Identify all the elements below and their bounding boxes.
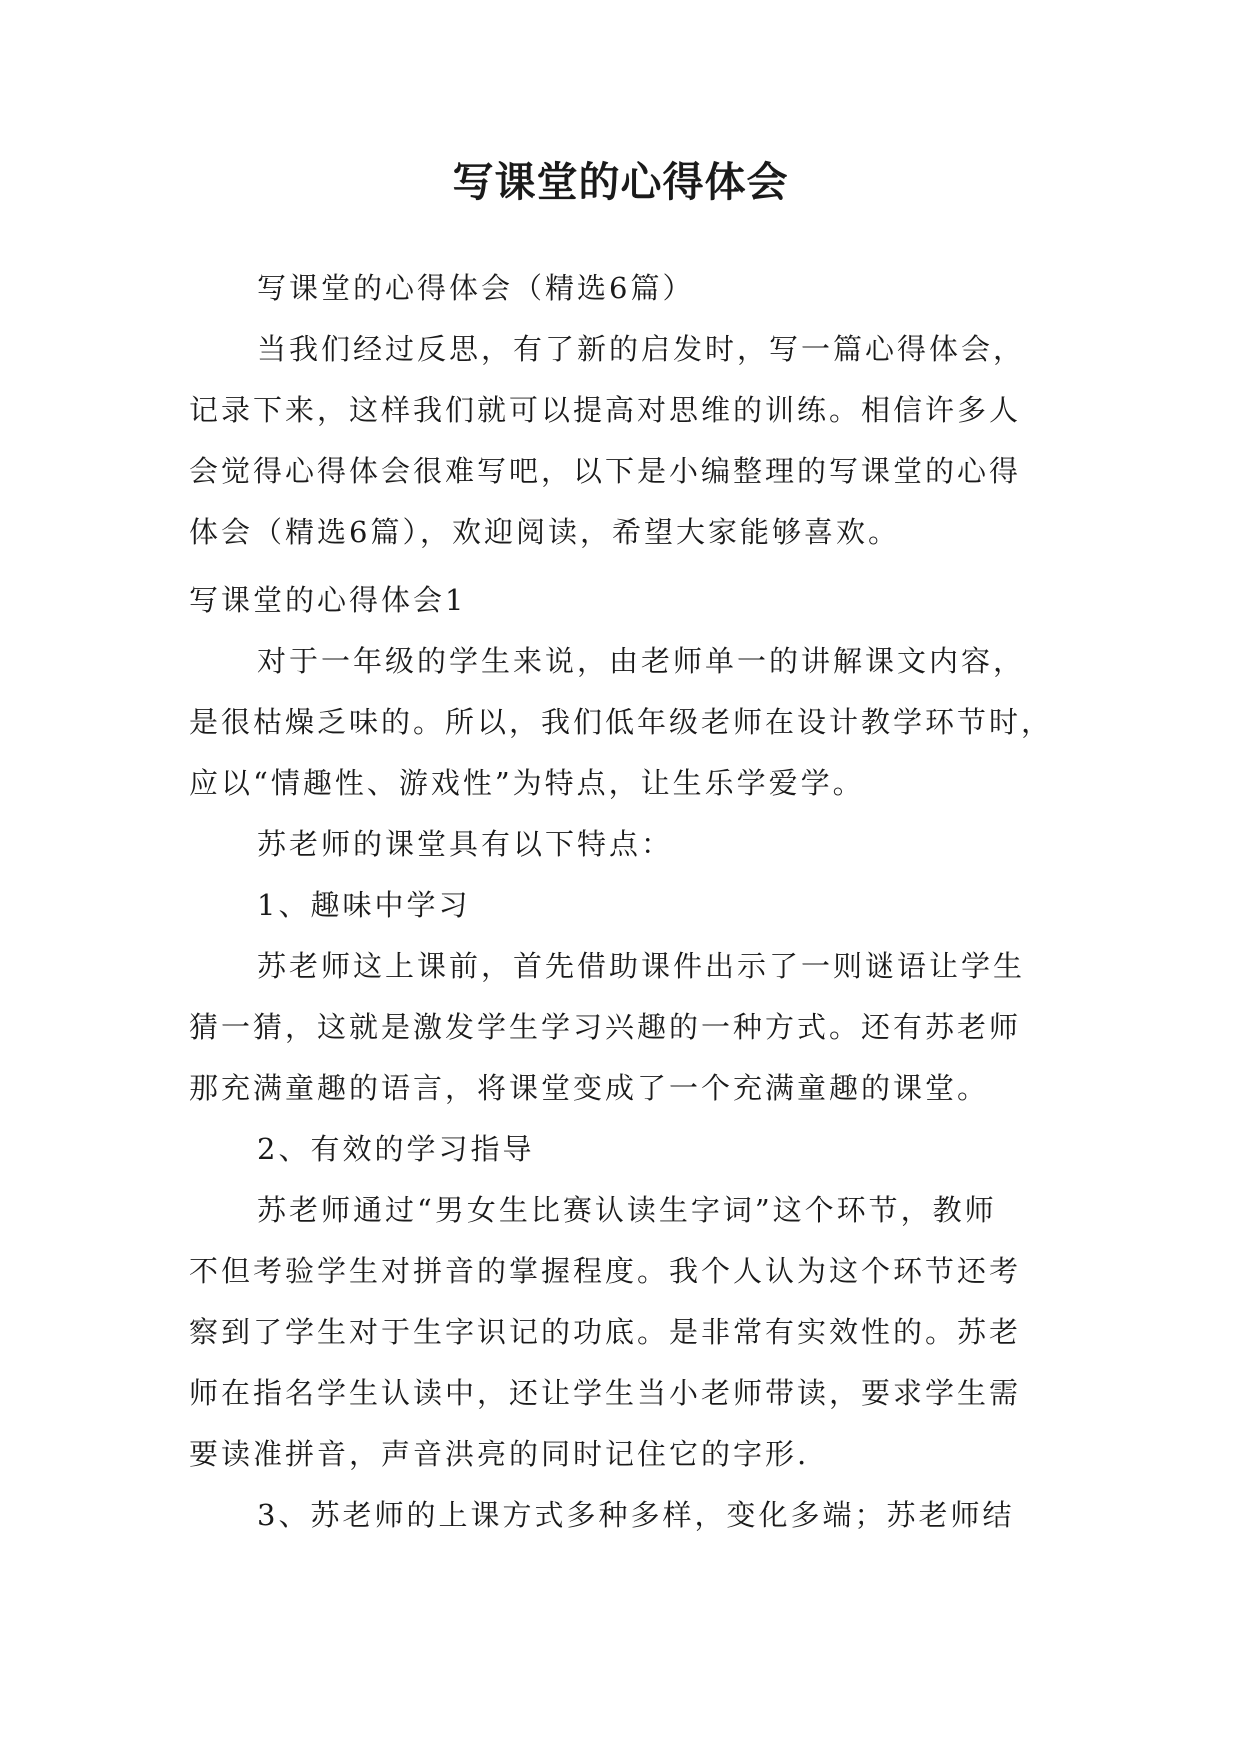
intro-paragraph: 当我们经过反思，有了新的启发时，写一篇心得体会， 记录下来，这样我们就可以提高对思维的训练。相信许多人 会觉得心得体会很难写吧，以下是小编整理的写课堂的心得 体会（精选6篇），欢迎阅读，希望大家能够喜欢。 xyxy=(189,332,1026,549)
intro-subtitle: 写课堂的心得体会（精选6篇） xyxy=(257,271,695,305)
section-paragraph: 苏老师的课堂具有以下特点： xyxy=(257,827,674,861)
document-title: 写课堂的心得体会 xyxy=(452,158,789,206)
section-paragraph: 苏老师通过“男女生比赛认读生字词”这个环节，教师 不但考验学生对拼音的掌握程度。我个人认为这个环节还考 察到了学生对于生字识记的功底。是非常有实效性的。苏老 师在指名学生认读中，还让学生当小老师带读，要求学生需 要读准拼音，声音洪亮的同时记住它的字形. xyxy=(189,1193,1022,1471)
section-point: 2、有效的学习指导 xyxy=(257,1132,535,1166)
section-paragraph: 苏老师这上课前，首先借助课件出示了一则谜语让学生 猜一猜，这就是激发学生学习兴趣的一种方式。还有苏老师 那充满童趣的语言，将课堂变成了一个充满童趣的课堂。 xyxy=(189,949,1026,1105)
section-point: 1、趣味中学习 xyxy=(257,888,471,922)
section-1 xyxy=(189,570,1059,1546)
section-paragraph: 对于一年级的学生来说，由老师单一的讲解课文内容， 是很枯燥乏味的。所以，我们低年级老师在设计教学环节时， 应以“情趣性、游戏性”为特点，让生乐学爱学。 xyxy=(189,644,1054,800)
section-point: 3、苏老师的上课方式多种多样，变化多端；苏老师结 xyxy=(257,1498,1015,1532)
intro-section xyxy=(189,258,1059,563)
section-heading: 写课堂的心得体会1 xyxy=(189,583,467,617)
